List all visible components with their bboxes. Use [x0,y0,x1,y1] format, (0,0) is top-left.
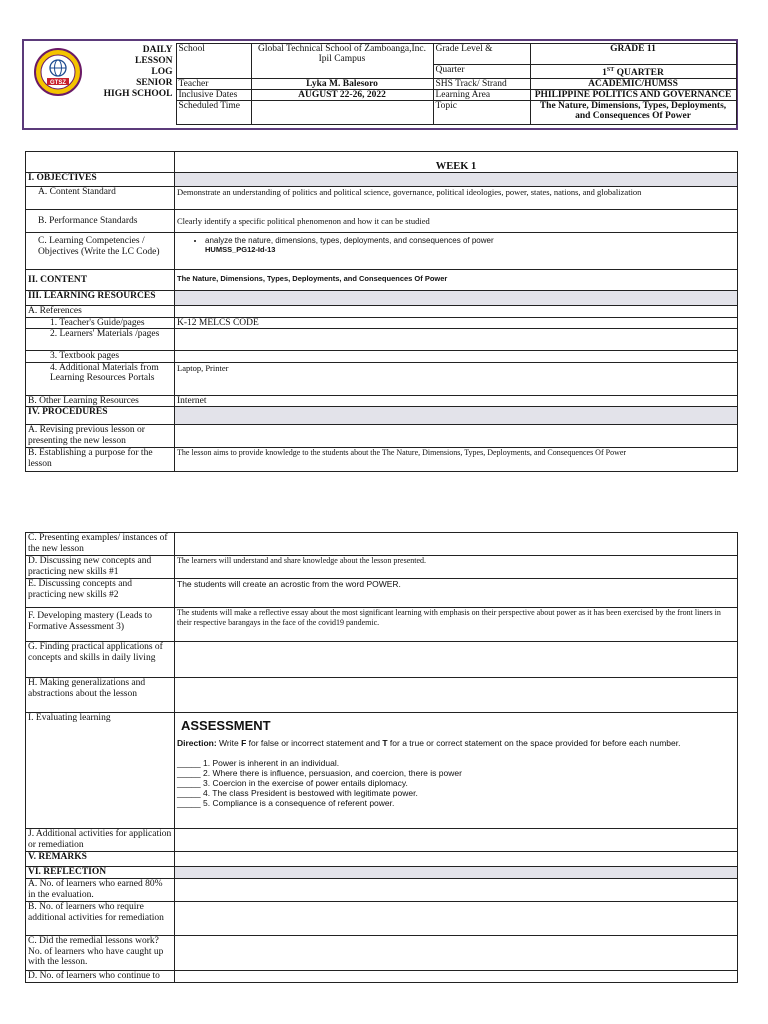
proc-e-value: The students will create an acrostic from the word POWER. [175,579,738,608]
teachers-guide-label: 1. Teacher's Guide/pages [26,317,175,329]
header-table [26,43,737,125]
dates-label: Inclusive Dates [176,90,251,101]
header-title-cell [26,44,176,125]
additional-materials-value: Laptop, Printer [175,362,738,395]
proc-i-label: I. Evaluating learning [26,713,175,829]
proc-h-value [175,678,738,713]
proc-g-label: G. Finding practical applications of concepts and skills in daily living [26,642,175,678]
area-label: Learning Area [433,90,530,101]
proc-d-value: The learners will understand and share knowledge about the lesson presented. [175,556,738,579]
content-heading: II. CONTENT [26,270,175,291]
references-value [175,306,738,318]
textbook-label: 3. Textbook pages [26,351,175,363]
proc-e-label: E. Discussing concepts and practicing new skills #2 [26,579,175,608]
content-value: The Nature, Dimensions, Types, Deployments, and Consequences Of Power [175,270,738,291]
proc-c-value [175,533,738,556]
dll-title-5: HIGH SCHOOL [103,88,173,99]
school-label: School [176,44,251,79]
resources-heading: III. LEARNING RESOURCES [26,291,175,306]
week-label: WEEK 1 [175,152,738,173]
objectives-shade [175,173,738,187]
assessment-item-3: _____ 3. Coercion in the exercise of power entails diplomacy. [177,778,408,788]
other-resources-label: B. Other Learning Resources [26,395,175,407]
quarter-value: 1ST QUARTER [530,65,736,79]
assessment-title: ASSESSMENT [181,718,271,733]
proc-d-label: D. Discussing new concepts and practicing new skills #1 [26,556,175,579]
dll-title-1: DAILY [142,44,173,55]
week-label-cell [26,152,175,173]
proc-j-label: J. Additional activities for application or remediation [26,829,175,852]
content-standard-label: A. Content Standard [26,187,175,210]
performance-standards-label: B. Performance Standards [26,210,175,233]
grade-label: Grade Level & [433,44,530,65]
topic-label: Topic [433,101,530,125]
reflection-a-label: A. No. of learners who earned 80% in the evaluation. [26,879,175,902]
reflection-b-value [175,902,738,936]
assessment-direction: Direction: Write F for false or incorrect statement and T for a true or correct statement on the space provided for before each number. [177,737,681,748]
school-value: Global Technical School of Zamboanga,Inc. Ipil Campus [251,44,433,79]
reflection-shade [175,867,738,879]
school-logo [28,47,88,97]
dll-title-4: SENIOR [136,77,173,88]
reflection-c-value [175,936,738,971]
competency-code: HUMSS_PG12-Id-13 [205,245,276,254]
dll-title-2: LESSON [135,55,173,66]
objectives-heading: I. OBJECTIVES [26,173,175,187]
textbook-value [175,351,738,363]
time-value [251,101,433,125]
assessment-item-2: _____ 2. Where there is influence, persuasion, and coercion, there is power [177,768,462,778]
teacher-label: Teacher [176,79,251,90]
proc-h-label: H. Making generalizations and abstractions about the lesson [26,678,175,713]
quarter-label: Quarter [433,65,530,79]
reflection-b-label: B. No. of learners who require additional activities for remediation [26,902,175,936]
procedures-heading: IV. PROCEDURES [26,407,175,425]
competency-item: • analyze the nature, dimensions, types, deployments, and consequences of power [205,236,735,245]
assessment-item-1: _____ 1. Power is inherent in an individual. [177,758,340,768]
reflection-d-value [175,971,738,983]
references-label: A. References [26,306,175,318]
reflection-c-label: C. Did the remedial lessons work? No. of learners who have caught up with the lesson. [26,936,175,971]
proc-b-value: The lesson aims to provide knowledge to the students about the The Nature, Dimensions, Types, Deployments, and Consequences Of Power [175,448,738,472]
grade-value: GRADE 11 [530,44,736,65]
assessment-item-4: _____ 4. The class President is bestowed with legitimate power. [177,788,418,798]
teacher-value: Lyka M. Balesoro [251,79,433,90]
dates-value: AUGUST 22-26, 2022 [251,90,433,101]
proc-a-value [175,425,738,448]
additional-materials-label: 4. Additional Materials from Learning Resources Portals [26,362,175,395]
proc-j-value [175,829,738,852]
learners-materials-value [175,329,738,351]
topic-value: The Nature, Dimensions, Types, Deployments, and Consequences Of Power [530,101,736,125]
remarks-value [175,852,738,867]
lesson-plan-table-2 [25,532,738,983]
track-label: SHS Track/ Strand [433,79,530,90]
logo-text: GTSZ [50,79,66,86]
track-value: ACADEMIC/HUMSS [530,79,736,90]
performance-standards-value: Clearly identify a specific political phenomenon and how it can be studied [175,210,738,233]
assessment-cell [175,713,738,829]
proc-f-value: The students will make a reflective essay about the most significant learning with emphasis on their perspective about power as it has been exercised by the front liners in their respective barangays in the face of the covid19 pandemic. [175,608,738,642]
lesson-plan-table-1 [25,151,738,472]
resources-shade [175,291,738,306]
proc-g-value [175,642,738,678]
reflection-d-label: D. No. of learners who continue to [26,971,175,983]
reflection-a-value [175,879,738,902]
competencies-label: C. Learning Competencies / Objectives (Write the LC Code) [26,233,175,270]
header-box [22,39,738,130]
other-resources-value: Internet [175,395,738,407]
competencies-value [175,233,738,270]
learners-materials-label: 2. Learners' Materials /pages [26,329,175,351]
reflection-heading: VI. REFLECTION [26,867,175,879]
proc-a-label: A. Revising previous lesson or presenting the new lesson [26,425,175,448]
area-value: PHILIPPINE POLITICS AND GOVERNANCE [530,90,736,101]
time-label: Scheduled Time [176,101,251,125]
content-standard-value: Demonstrate an understanding of politics and political science, governance, political ideologies, power, states, nations, and globalization [175,187,738,210]
proc-b-label: B. Establishing a purpose for the lesson [26,448,175,472]
assessment-item-5: _____ 5. Compliance is a consequence of referent power. [177,798,395,808]
proc-f-label: F. Developing mastery (Leads to Formative Assessment 3) [26,608,175,642]
proc-c-label: C. Presenting examples/ instances of the new lesson [26,533,175,556]
dll-title-3: LOG [151,66,173,77]
remarks-heading: V. REMARKS [26,852,175,867]
procedures-shade [175,407,738,425]
teachers-guide-value: K-12 MELCS CODE [175,317,738,329]
